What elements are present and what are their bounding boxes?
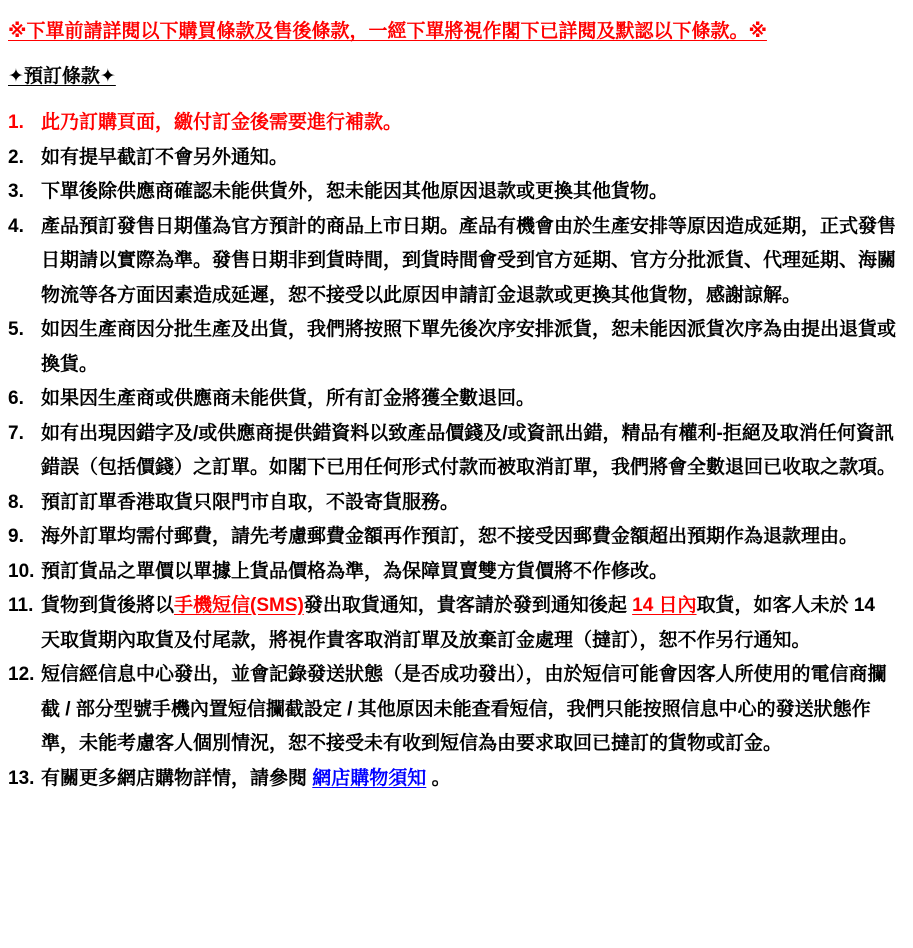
term-segment: 發出取貨通知，貴客請於發到通知後起 bbox=[303, 595, 633, 616]
term-segment: 如果因生產商或供應商未能供貨，所有訂金將獲全數退回。 bbox=[41, 388, 536, 409]
term-item bbox=[8, 658, 901, 762]
term-text bbox=[41, 175, 901, 210]
term-item bbox=[8, 313, 901, 382]
term-item bbox=[8, 589, 901, 658]
term-segment: 如有出現因錯字及/或供應商提供錯資料以致產品價錢及/或資訊出錯，精品有權利-拒絕及取消任何資訊錯誤（包括價錢）之訂單。如閣下已用任何形式付款而被取消訂單，我們將會全數退回已收取之款項。 bbox=[41, 422, 897, 478]
term-segment: 預訂貨品之單價以單據上貨品價格為準，為保障買賣雙方貨價將不作修改。 bbox=[41, 560, 669, 582]
term-item bbox=[8, 210, 901, 314]
term-text bbox=[41, 658, 901, 762]
term-segment: 產品預訂發售日期僅為官方預計的商品上市日期。產品有機會由於生產安排等原因造成延期，正式發售日期請以實際為準。發售日期非到貨時間，到貨時間會受到官方延期、官方分批派貨、代理延期、海關物流等各方面因素造成延遲，恕不接受以此原因申請訂金退款或更換其他貨物，感謝諒解。 bbox=[41, 215, 897, 306]
term-item bbox=[8, 382, 901, 417]
term-segment: 預訂訂單香港取貨只限門市自取，不設寄貨服務。 bbox=[41, 491, 460, 513]
term-segment: 取貨，如客人未於 14 天取貨期內取貨及付尾款，將視作貴客取消訂單及放棄訂金處理（撻訂），恕不作另行通知。 bbox=[41, 595, 875, 651]
term-segment: 如因生產商因分批生產及出貨，我們將按照下單先後次序安排派貨，恕未能因派貨次序為由提出退貨或換貨。 bbox=[41, 319, 897, 375]
term-text bbox=[41, 589, 901, 658]
term-item bbox=[8, 762, 901, 797]
term-segment: 海外訂單均需付郵費，請先考慮郵費金額再作預訂，恕不接受因郵費金額超出預期作為退款理由。 bbox=[41, 526, 859, 547]
term-item bbox=[8, 141, 901, 176]
term-number: 3. bbox=[8, 181, 24, 202]
term-segment: 。 bbox=[426, 767, 451, 789]
term-number: 10. bbox=[8, 560, 35, 582]
highlight-text: 14 日內 bbox=[632, 595, 697, 616]
term-number: 5. bbox=[8, 319, 24, 340]
term-item bbox=[8, 486, 901, 521]
term-text bbox=[41, 141, 901, 176]
term-text bbox=[41, 762, 901, 797]
term-text bbox=[41, 486, 901, 521]
term-text bbox=[41, 520, 901, 555]
highlight-text: 手機短信(SMS) bbox=[174, 595, 304, 616]
term-segment: 有關更多網店購物詳情，請參閱 bbox=[41, 767, 313, 789]
term-segment: 下單後除供應商確認未能供貨外，恕未能因其他原因退款或更換其他貨物。 bbox=[41, 181, 669, 202]
section-title-preorder-terms: ✦預訂條款✦ bbox=[8, 66, 116, 87]
term-segment: 此乃訂購頁面，繳付訂金後需要進行補款。 bbox=[41, 112, 403, 133]
term-number: 7. bbox=[8, 422, 24, 444]
term-number: 11. bbox=[8, 595, 34, 616]
term-number: 1. bbox=[8, 112, 24, 133]
term-text bbox=[41, 313, 901, 382]
term-text bbox=[41, 382, 901, 417]
term-number: 9. bbox=[8, 526, 24, 547]
term-segment: 如有提早截訂不會另外通知。 bbox=[41, 146, 289, 168]
term-item bbox=[8, 555, 901, 590]
term-item bbox=[8, 417, 901, 486]
term-number: 6. bbox=[8, 388, 24, 409]
term-segment: 短信經信息中心發出，並會記錄發送狀態（是否成功發出），由於短信可能會因客人所使用的電信商攔截 / 部分型號手機內置短信攔截設定 / 其他原因未能查看短信，我們只能按照信息中心的發送狀態作準，未能考慮客人個別情況，恕不接受未有收到短信為由要求取回已撻訂的貨物或訂金。 bbox=[41, 664, 887, 754]
term-segment: 貨物到貨後將以 bbox=[41, 595, 175, 616]
terms-list bbox=[8, 106, 901, 796]
term-number: 4. bbox=[8, 215, 24, 237]
term-text bbox=[41, 106, 901, 141]
term-number: 12. bbox=[8, 664, 35, 685]
term-number: 2. bbox=[8, 146, 24, 168]
term-item bbox=[8, 520, 901, 555]
term-number: 13. bbox=[8, 767, 35, 789]
term-text bbox=[41, 417, 901, 486]
term-number: 8. bbox=[8, 491, 24, 513]
term-text bbox=[41, 210, 901, 314]
purchase-notice: ※下單前請詳閱以下購買條款及售後條款，一經下單將視作閣下已詳閱及默認以下條款。※ bbox=[8, 21, 767, 42]
term-text bbox=[41, 555, 901, 590]
shop-guide-link[interactable]: 網店購物須知 bbox=[312, 767, 427, 789]
term-item bbox=[8, 175, 901, 210]
term-item bbox=[8, 106, 901, 141]
